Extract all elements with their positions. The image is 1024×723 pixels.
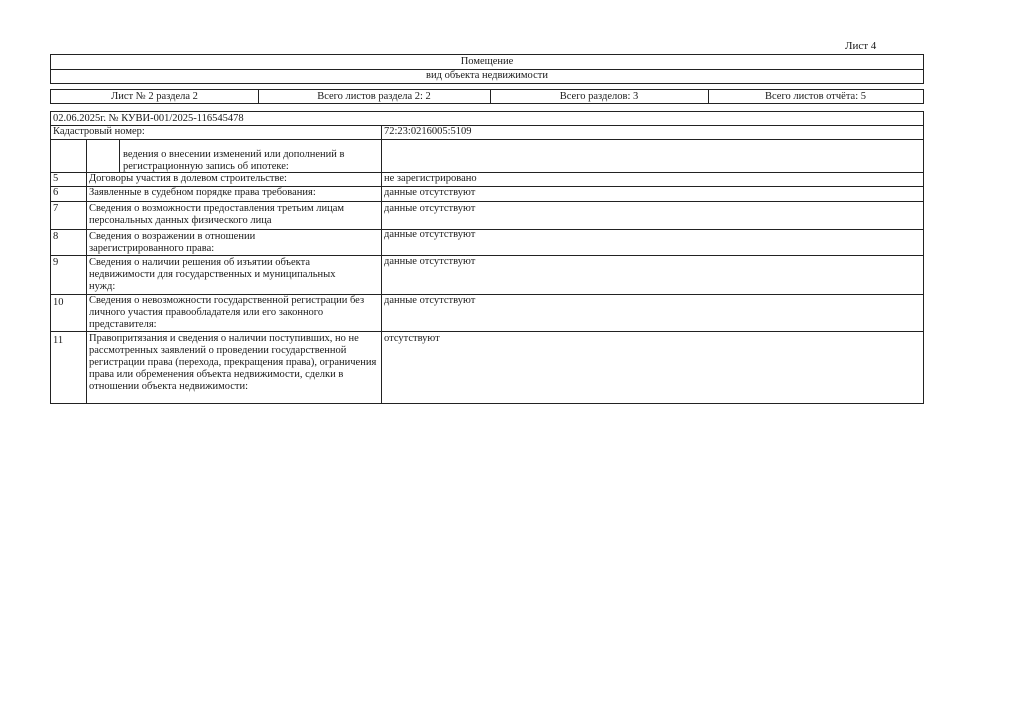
sheet-of-section: Лист № 2 раздела 2 <box>111 91 198 102</box>
row-value: данные отсутствуют <box>384 295 476 306</box>
total-sheets-report: Всего листов отчёта: 5 <box>765 91 866 102</box>
object-header <box>50 54 924 84</box>
row-label: ведения о внесении изменений или дополнений в регистрационную запись об ипотеке: <box>123 149 345 172</box>
row-value: отсутствуют <box>384 333 440 344</box>
sheet-number: Лист 4 <box>845 40 877 52</box>
row-value: данные отсутствуют <box>384 187 476 198</box>
row-value: не зарегистрировано <box>384 173 477 184</box>
cadastral-label: Кадастровый номер: <box>53 126 145 137</box>
row-value: данные отсутствуют <box>384 256 476 267</box>
row-label: Сведения о невозможности государственной регистрации без личного участия правообладателя или его законного представителя: <box>89 295 365 330</box>
row-number: 11 <box>53 335 64 346</box>
object-type-caption: вид объекта недвижимости <box>426 70 548 81</box>
row-number: 6 <box>53 187 59 198</box>
row-value: данные отсутствуют <box>384 229 476 240</box>
row-label: Договоры участия в долевом строительстве: <box>89 173 287 184</box>
object-name: Помещение <box>460 56 514 67</box>
document-date-number: 02.06.2025г. № КУВИ-001/2025-116545478 <box>53 113 244 124</box>
row-label: Сведения о возражении в отношении зарегистрированного права: <box>89 231 256 254</box>
row-value: данные отсутствуют <box>384 203 476 214</box>
total-sheets-section: Всего листов раздела 2: 2 <box>317 91 431 102</box>
row-number: 5 <box>53 173 59 184</box>
row-number: 7 <box>53 203 59 214</box>
row-number: 9 <box>53 257 59 268</box>
row-label: Заявленные в судебном порядке права требования: <box>89 187 316 198</box>
row-label: Сведения о возможности предоставления третьим лицам персональных данных физического лица <box>89 203 345 226</box>
sheet-info-row <box>50 89 924 104</box>
row-number: 10 <box>53 297 64 308</box>
row-label: Правопритязания и сведения о наличии поступивших, но не рассмотренных заявлений о проведении государственной регистрации права (перехода, прекращения права), ограничения права или обременения объекта недвижимости, сделки в отношении объекта недвижимости: <box>89 333 377 392</box>
cadastral-number: 72:23:0216005:5109 <box>384 126 472 137</box>
row-label: Сведения о наличии решения об изъятии объекта недвижимости для государственных и муниципальных нужд: <box>89 257 336 292</box>
records-table <box>50 111 924 404</box>
row-number: 8 <box>53 231 59 242</box>
total-sections: Всего разделов: 3 <box>559 91 639 102</box>
